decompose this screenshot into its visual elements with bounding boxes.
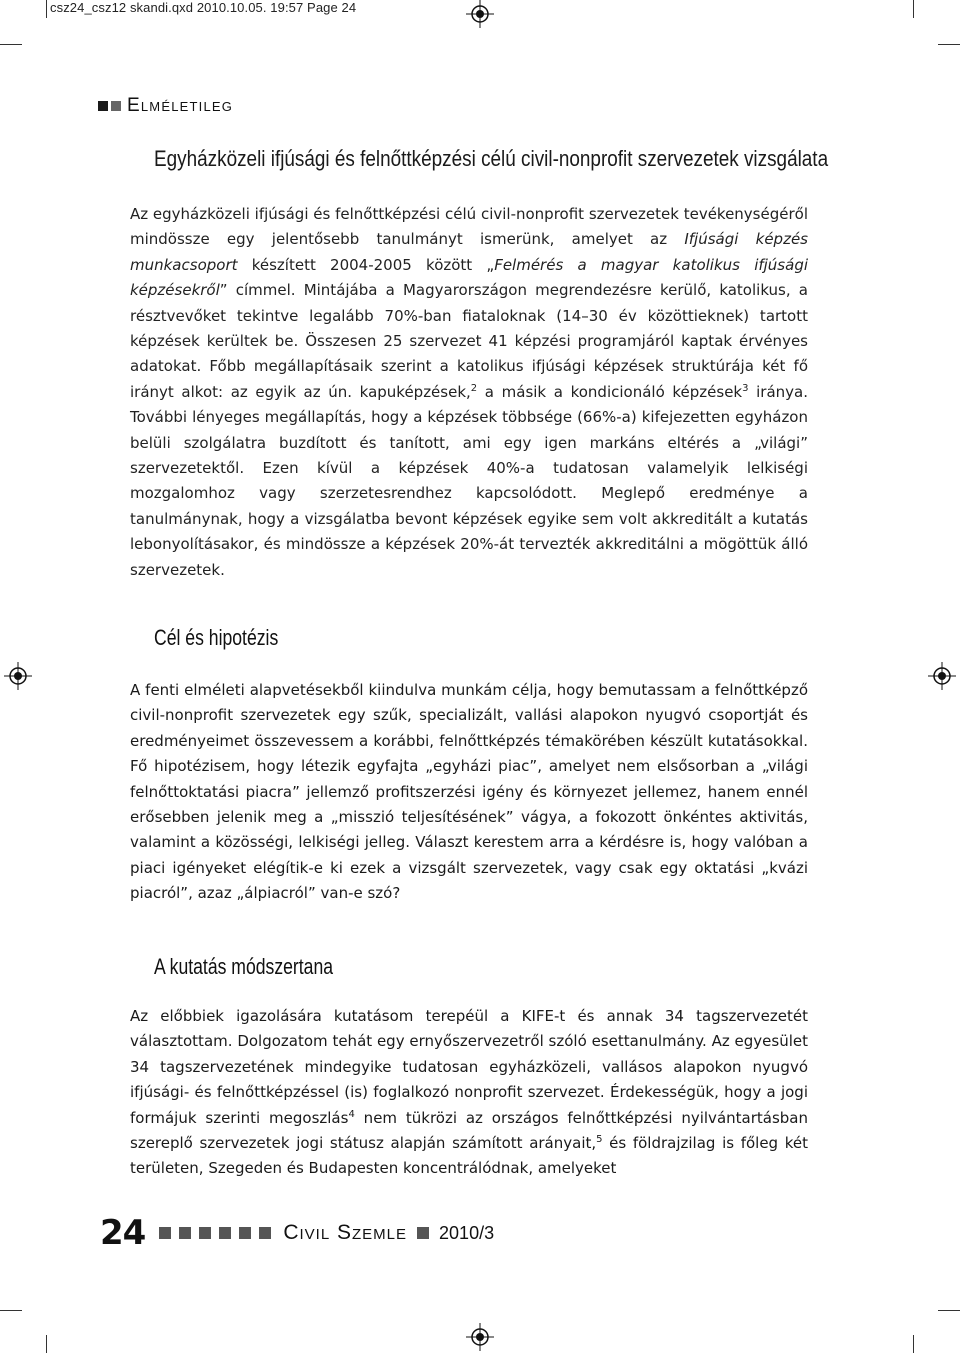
square-bullet-icon (219, 1227, 231, 1239)
crop-mark (46, 0, 47, 18)
crop-mark (0, 1310, 22, 1311)
page-footer (100, 1213, 494, 1253)
registration-mark-icon (466, 1323, 494, 1351)
square-bullet-icon (239, 1227, 251, 1239)
section-label-text: Elméletileg (127, 95, 234, 116)
square-bullet-icon (111, 101, 121, 111)
page-number: 24 (100, 1213, 146, 1253)
registration-mark-icon (4, 662, 32, 690)
crop-mark (938, 44, 960, 45)
issue-number: 2010/3 (439, 1222, 495, 1243)
crop-mark (46, 1335, 47, 1353)
file-slug: csz24_csz12 skandi.qxd 2010.10.05. 19:57 Page 24 (50, 0, 357, 15)
square-bullet-icon (259, 1227, 271, 1239)
crop-mark (938, 1310, 960, 1311)
square-bullet-icon (98, 101, 108, 111)
body-paragraph: Az előbbiek igazolására kutatásom terepéül a KIFE-t és annak 34 tagszervezetét választottam. Dolgozatom tehát egy ernyőszervezetről szóló esettanulmány. Az egyesület 34 tagszervezetének mindegyike tudatosan egyházközeli, vallásos alapokon nyugvó ifjúsági- és felnőttképzéssel (is) foglalkozó nonprofit szervezet. Érdekességük, hogy a jogi formájuk szerinti megoszlás$^4$ nem tükrözi az országos felnőttképzési nyilvántartásban szereplő szervezetek jogi státusz alapján számított arányait,$^5$ és földrajzilag is főleg két területen, Szegeden és Budapesten koncentrálódnak, amelyeket (130, 1007, 808, 1178)
journal-name: Civil Szemle (283, 1221, 408, 1244)
body-paragraph: A fenti elméleti alapvetésekből kiindulva munkám célja, hogy bemutassam a felnőttképző civil-nonprofit szervezetek egy szűk, specializált, vallási alapokon nyugvó csoportját és eredményeimet összevessem a korábbi, felnőttképzés témakörében készült kutatásokkal. Fő hipotézisem, hogy létezik egyfajta „egyházi piac”, amelyet nem elsősorban a „világi felnőttoktatási piacra” jellemző profitszerzési igény és környezet jellemez, hanem ennél erősebben jelenik meg a „misszió teljesítésének” vágya, a fokozott önkéntes aktivitás, valamint a közösségi, lelkiségi jelleg. Választ kerestem arra a kérdésre is, hogy valóban a piaci igényeket elégítik-e ki ezek a vizsgált szervezetek, vagy csak egy oktatási „kvázi piacról”, azaz „álpiacról” van-e szó? (130, 681, 808, 903)
square-bullet-icon (179, 1227, 191, 1239)
registration-mark-icon (928, 662, 956, 690)
section-heading: Cél és hipotézis (154, 625, 279, 650)
crop-mark (913, 0, 914, 18)
section-label (98, 95, 233, 117)
crop-mark (0, 44, 22, 45)
square-bullet-icon (159, 1227, 171, 1239)
registration-mark-icon (466, 0, 494, 28)
crop-mark (913, 1335, 914, 1353)
square-bullet-icon (417, 1227, 429, 1239)
intro-paragraph: Az egyházközeli ifjúsági és felnőttképzési célú civil-nonprofit szervezetek tevékenységéről mindössze egy jelentősebb tanulmányt ismerünk, amelyet az Ifjúsági képzés munkacsoport készített 2004-2005 között „Felmérés a magyar katolikus ifjúsági képzésekről” címmel. Mintájába a Magyarországon megrendezésre kerülő, katolikus, a résztvevőket tekintve legalább 70%-ban fiataloknak (14–30 év közöttieknek) tartott képzések kerültek be. Összesen 25 szervezet 41 képzési programjáról kaptak érvényes adatokat. Főbb megállapításaik szerint a katolikus ifjúsági képzések struktúrája két fő irányt alkot: az egyik az ún. kapuképzések,$^2$ a másik a kondicionáló képzések$^3$ iránya. További lényeges megállapítás, hogy a képzések többsége (66%-a) kifejezetten egyházon belüli szolgálatra buzdított és tanított, ami egy igen markáns eltérés a „világi” szervezetektől. Ezen kívül a képzések 40%-a tudatosan valamelyik lelkiségi mozgalomhoz vagy szerzetesrendhez kapcsolódott. Meglepő eredménye a tanulmánynak, hogy a vizsgálatba bevont képzések egyike sem volt akkreditált a kutatás lebonyolításakor, és mindössze a képzések 20%-át tervezték akkreditálni a mögöttük álló szervezetek. (130, 205, 809, 579)
section-heading: A kutatás módszertana (154, 954, 334, 979)
square-bullet-icon (199, 1227, 211, 1239)
article-title: Egyházközeli ifjúsági és felnőttképzési célú civil-nonprofit szervezetek vizsgálata (154, 146, 829, 171)
